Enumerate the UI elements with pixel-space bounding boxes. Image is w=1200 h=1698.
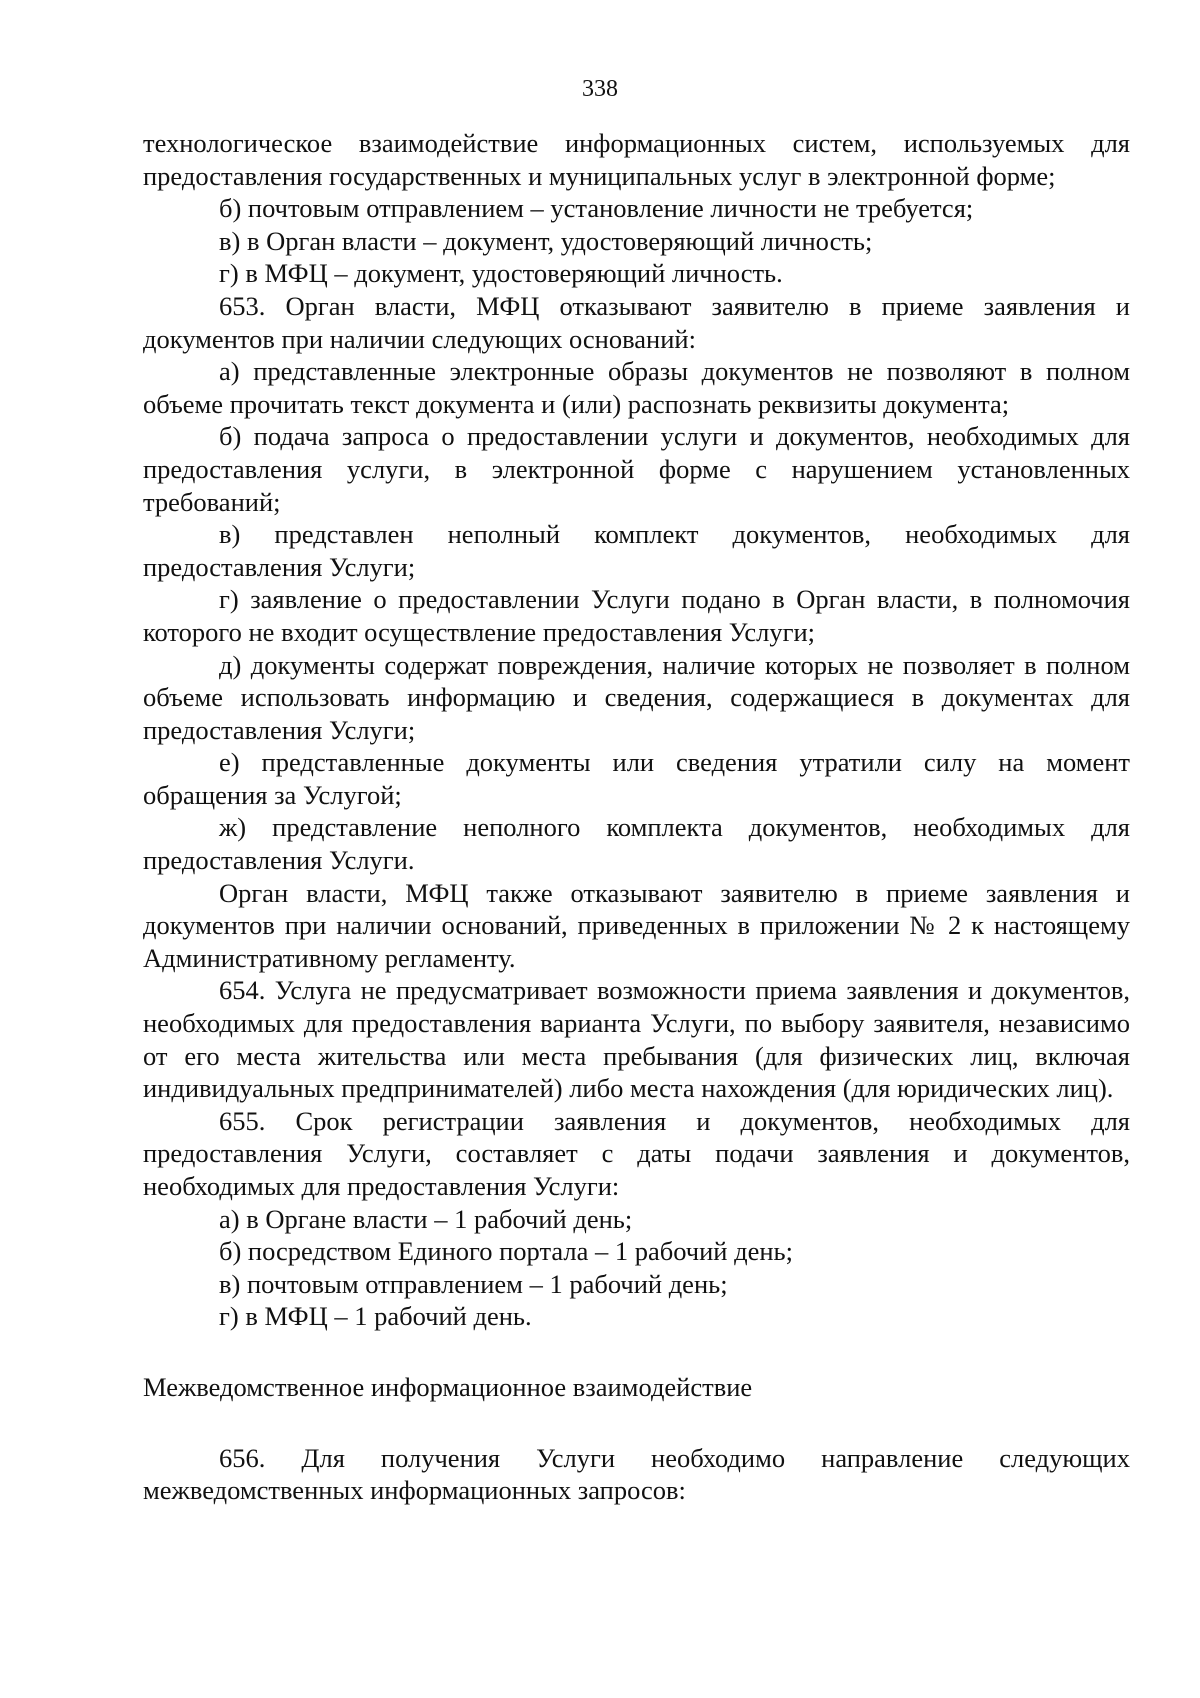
list-item-zh-incomplete-set: ж) представление неполного комплекта документов, необходимых для предоставления Услуги. — [143, 812, 1130, 876]
paragraph-656: 656. Для получения Услуги необходимо направление следующих межведомственных информационных запросов: — [143, 1442, 1130, 1506]
list-item-d-damaged: д) документы содержат повреждения, наличие которых не позволяет в полном объеме использовать информацию и сведения, содержащиеся в документах для предоставления Услуги; — [143, 649, 1130, 745]
list-item-v-postal-term: в) почтовым отправлением – 1 рабочий день; — [219, 1268, 728, 1299]
list-item-b-postal: б) почтовым отправлением – установление личности не требуется; — [219, 193, 974, 224]
list-item-b-portal-term: б) посредством Единого портала – 1 рабочий день; — [219, 1236, 793, 1267]
list-item-g-mfc: г) в МФЦ – документ, удостоверяющий личность. — [219, 258, 783, 289]
paragraph-655: 655. Срок регистрации заявления и документов, необходимых для предоставления Услуги, составляет с даты подачи заявления и документов, необходимых для предоставления Услуги: — [143, 1105, 1130, 1201]
paragraph-653: 653. Орган власти, МФЦ отказывают заявителю в приеме заявления и документов при наличии следующих оснований: — [143, 290, 1130, 354]
list-item-a-authority-term: а) в Органе власти – 1 рабочий день; — [219, 1203, 633, 1234]
list-item-v-authority: в) в Орган власти – документ, удостоверяющий личность; — [219, 225, 873, 256]
section-heading: Межведомственное информационное взаимодействие — [143, 1371, 753, 1402]
paragraph-refusal-appendix: Орган власти, МФЦ также отказывают заявителю в приеме заявления и документов при наличии оснований, приведенных в приложении № 2 к настоящему Административному регламенту. — [143, 877, 1130, 973]
list-item-g-mfc-term: г) в МФЦ – 1 рабочий день. — [219, 1301, 532, 1332]
list-item-b-request: б) подача запроса о предоставлении услуги и документов, необходимых для предоставления услуги, в электронной форме с нарушением установленных требований; — [143, 421, 1130, 517]
list-item-a-images: а) представленные электронные образы документов не позволяют в полном объеме прочитать текст документа и (или) распознать реквизиты документа; — [143, 356, 1130, 419]
document-body — [143, 127, 1130, 1507]
list-item-g-wrong-authority: г) заявление о предоставлении Услуги подано в Орган власти, в полномочия которого не входит осуществление предоставления Услуги; — [143, 584, 1130, 647]
page-number: 338 — [582, 76, 618, 102]
paragraph-654: 654. Услуга не предусматривает возможности приема заявления и документов, необходимых для предоставления варианта Услуги, по выбору заявителя, независимо от его места жительства или места пребывания (для физических лиц, включая индивидуальных предпринимателей) либо места нахождения (для юридических лиц). — [143, 975, 1130, 1104]
paragraph-continuation: технологическое взаимодействие информационных систем, используемых для предоставления государственных и муниципальных услуг в электронной форме; — [143, 128, 1130, 191]
list-item-v-incomplete: в) представлен неполный комплект документов, необходимых для предоставления Услуги; — [143, 519, 1130, 582]
list-item-e-expired: е) представленные документы или сведения утратили силу на момент обращения за Услугой; — [143, 747, 1130, 810]
